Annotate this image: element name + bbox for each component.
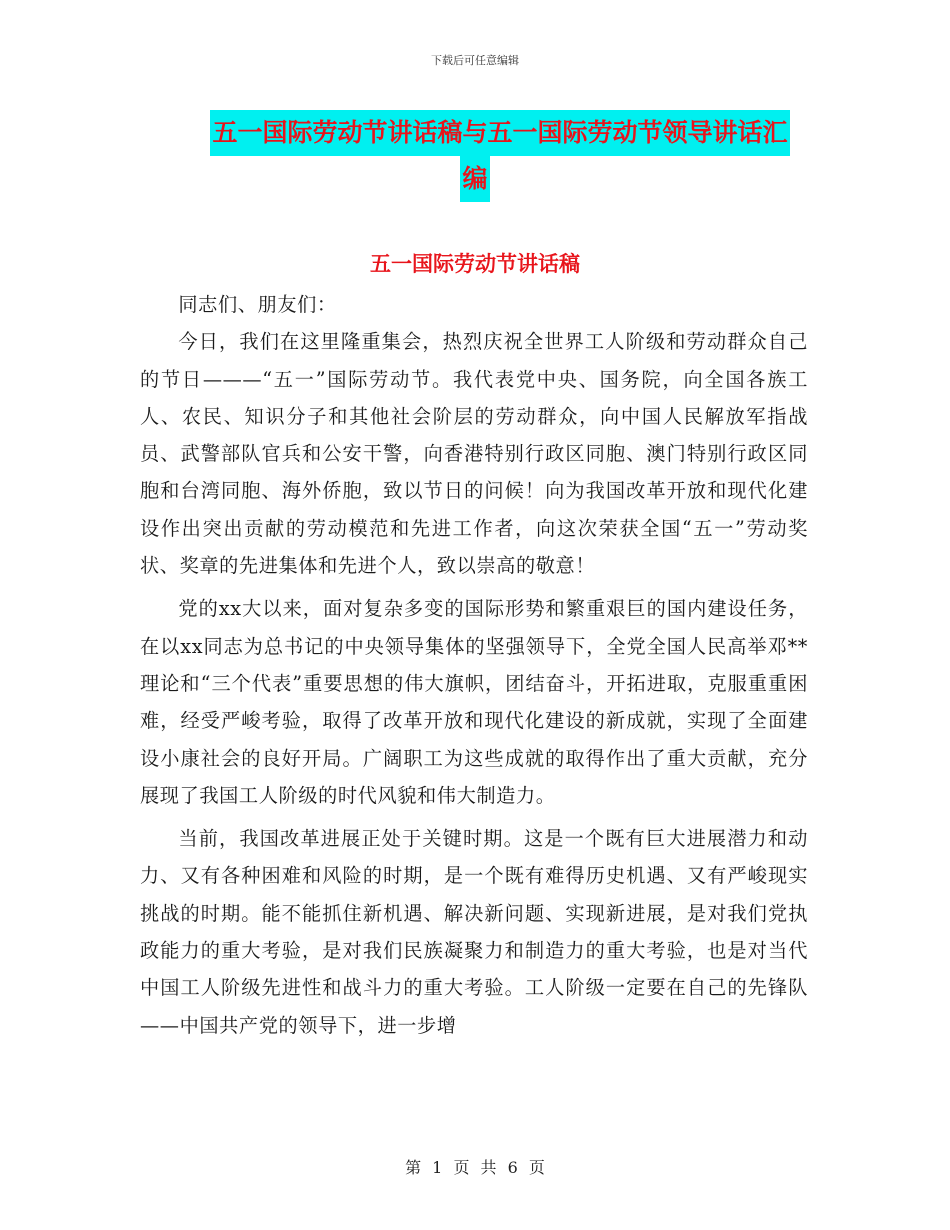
document-title-line-2: 编	[460, 156, 489, 202]
paragraph-2: 党的xx大以来，面对复杂多变的国际形势和繁重艰巨的国内建设任务，在以xx同志为总书记的中央领导集体的坚强领导下，全党全国人民高举邓**理论和“三个代表”重要思想的伟大旗帜，团结奋斗，开拓进取，克服重重困难，经受严峻考验，取得了改革开放和现代化建设的新成就，实现了全面建设小康社会的良好开局。广阔职工为这些成就的取得作出了重大贡献，充分展现了我国工人阶级的时代风貌和伟大制造力。	[140, 597, 808, 807]
document-title	[0, 110, 950, 202]
paragraph-3: 当前，我国改革进展正处于关键时期。这是一个既有巨大进展潜力和动力、又有各种困难和风险的时期，是一个既有难得历史机遇、又有严峻现实挑战的时期。能不能抓住新机遇、解决新问题、实现新进展，是对我们党执政能力的重大考验，是对我们民族凝聚力和制造力的重大考验，也是对当代中国工人阶级先进性和战斗力的重大考验。工人阶级一定要在自己的先锋队——中国共产党的领导下，进一步增	[140, 827, 808, 1037]
section-title: 五一国际劳动节讲话稿	[370, 252, 580, 276]
paragraph-1: 今日，我们在这里隆重集会，热烈庆祝全世界工人阶级和劳动群众自己的节日———“五一”国际劳动节。我代表党中央、国务院，向全国各族工人、农民、知识分子和其他社会阶层的劳动群众，向中国人民解放军指战员、武警部队官兵和公安干警，向香港特别行政区同胞、澳门特别行政区同胞和台湾同胞、海外侨胞，致以节日的问候！向为我国改革开放和现代化建设作出突出贡献的劳动模范和先进工作者，向这次荣获全国“五一”劳动奖状、奖章的先进集体和先进个人，致以崇高的敬意！	[140, 330, 808, 578]
header-note: 下载后可任意编辑	[431, 54, 519, 67]
body-text	[140, 262, 808, 1044]
document-title-line-1: 五一国际劳动节讲话稿与五一国际劳动节领导讲话汇	[210, 110, 789, 156]
page-footer: 第 1 页 共 6 页	[405, 1158, 545, 1177]
paragraph-salutation: 同志们、朋友们：	[178, 293, 337, 316]
